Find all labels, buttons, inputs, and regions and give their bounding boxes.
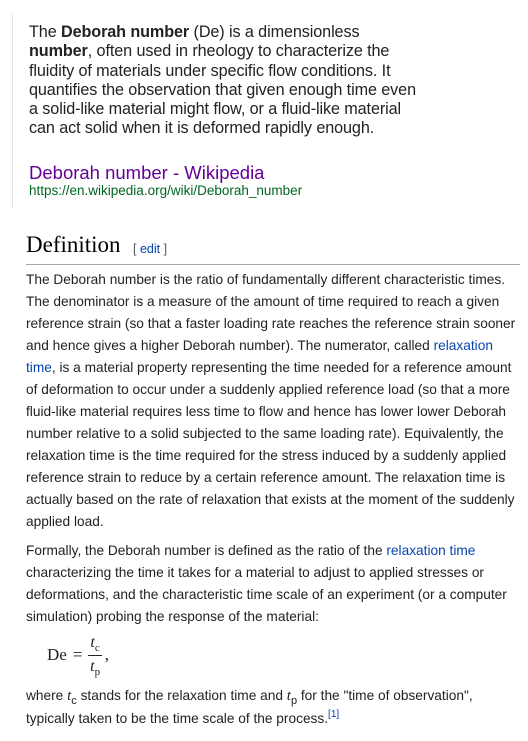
formula-fraction: [88, 634, 101, 677]
snippet-text: [29, 23, 419, 139]
reference-link[interactable]: [1]: [328, 709, 340, 720]
numerator-subscript: c: [94, 641, 100, 654]
denominator-subscript: p: [94, 665, 101, 678]
paragraph-text: The Deborah number is the ratio of fundamentally different characteristic times. The denominator is a measure of the amount of time required to reach a given reference strain (so that a faster loading rate reaches the reference strain sooner and hence gives a higher Deborah number). The numerator, called: [26, 272, 516, 353]
paragraph-formal: [26, 540, 522, 628]
edit-link[interactable]: edit: [139, 242, 161, 256]
var-t: t: [67, 688, 72, 704]
formula-denominator: [90, 656, 100, 677]
featured-snippet: [12, 14, 414, 209]
relaxation-time-link[interactable]: relaxation time: [386, 543, 476, 558]
var-subscript: c: [71, 695, 77, 707]
denominator-variable: t: [90, 657, 95, 675]
formula-equals: =: [72, 645, 83, 664]
paragraph-definition: [26, 269, 522, 533]
snippet-bold-term: Deborah number: [61, 23, 190, 41]
paragraph-text: , is a material property representing the time needed for a reference amount of deformation to occur under a suddenly applied reference load (so that a more fluid-like material requires less time to flow and hence has lower lower Deborah number relative to a solid subjected to the same loading rate). Equivalently, the relaxation time is the time required for the stress induced by a suddenly applied reference strain to reduce by a certain reference amount. The relaxation time is actually based on the rate of relaxation that exists at the moment of the suddenly applied load.: [26, 360, 515, 529]
var-subscript: p: [290, 695, 298, 707]
var-t: t: [286, 688, 291, 704]
result-url: https://en.wikipedia.org/wiki/Deborah_number: [29, 183, 303, 198]
section-heading: [26, 232, 520, 265]
deborah-formula: [47, 632, 109, 678]
paragraph-text: characterizing the time it takes for a material to adjust to applied stresses or deformations, and the characteristic time scale of an experiment (or a computer simulation) probing the response of the material:: [26, 565, 507, 624]
edit-bracket-close: ]: [160, 242, 168, 256]
paragraph-text: stands for the relaxation time and: [76, 688, 287, 703]
edit-bracket-open: [: [133, 242, 140, 256]
paragraph-text: where: [26, 688, 68, 703]
snippet-text-part: , often used in rheology to characterize the fluidity of materials under specific flow conditions. It quantifies the observation that given enough time even a solid-like material might flow, or a fluid-like material can act solid when it is deformed rapidly enough.: [29, 42, 416, 138]
relaxation-time-link[interactable]: relaxation time: [26, 338, 493, 375]
formula-comma: ,: [104, 645, 110, 664]
formula-lhs: De: [47, 645, 67, 664]
paragraph-text: for the "time of observation", typically taken to be the time scale of the process.: [26, 688, 473, 726]
result-title-link[interactable]: Deborah number - Wikipedia: [29, 162, 265, 183]
snippet-bold-term: number: [29, 42, 88, 61]
section-title: Definition: [26, 232, 121, 257]
formula-numerator: [88, 634, 101, 656]
numerator-variable: t: [90, 633, 95, 651]
snippet-text-part: (De) is a dimensionless: [189, 23, 360, 41]
snippet-text-part: The: [29, 23, 61, 41]
edit-section: [133, 242, 167, 256]
paragraph-text: Formally, the Deborah number is defined as the ratio of the: [26, 543, 387, 558]
paragraph-where: [26, 685, 522, 732]
